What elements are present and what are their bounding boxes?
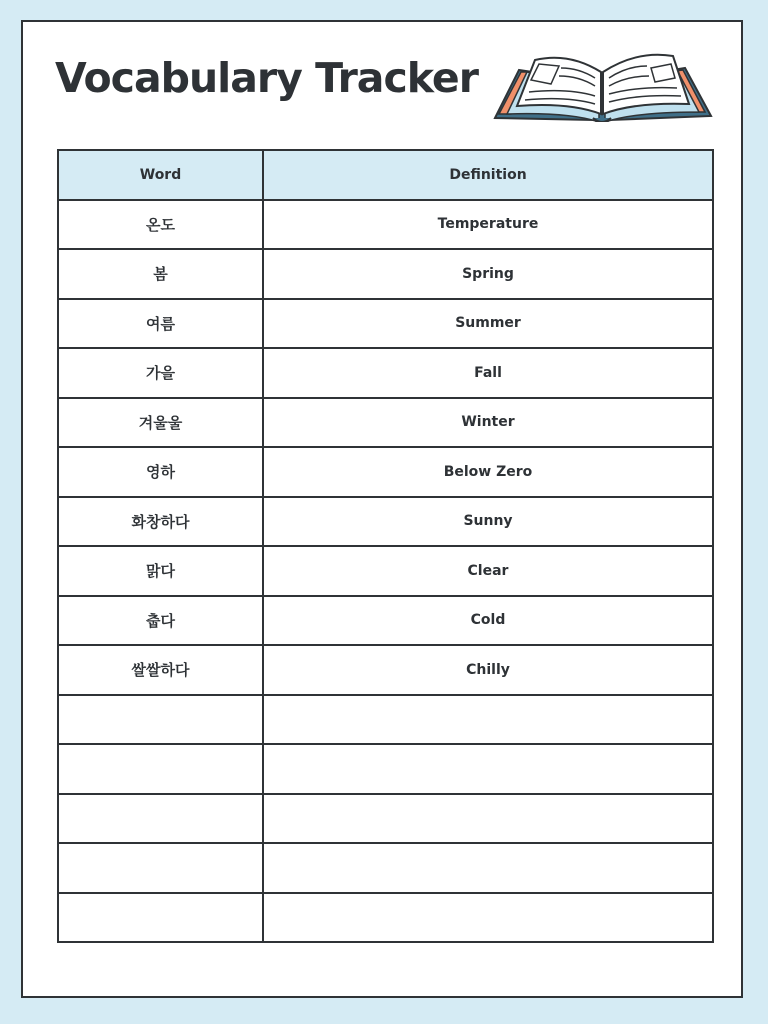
- word-column-header: Word: [58, 150, 263, 200]
- table-row: [58, 744, 713, 794]
- definition-cell: [263, 744, 713, 794]
- table-row: [58, 398, 713, 448]
- word-cell: 가을: [58, 348, 263, 398]
- word-cell: 화창하다: [58, 497, 263, 547]
- word-cell: 춥다: [58, 596, 263, 646]
- table-row: [58, 348, 713, 398]
- definition-cell: Chilly: [263, 645, 713, 695]
- table-row: [58, 794, 713, 844]
- definition-cell: Clear: [263, 546, 713, 596]
- word-cell: 온도: [58, 200, 263, 250]
- table-row: [58, 596, 713, 646]
- word-cell: 봄: [58, 249, 263, 299]
- table-row: [58, 249, 713, 299]
- table-row: [58, 695, 713, 745]
- table-row: [58, 893, 713, 943]
- open-book-icon: [489, 42, 715, 122]
- table-header-row: [58, 150, 713, 200]
- word-cell: [58, 695, 263, 745]
- definition-cell: Cold: [263, 596, 713, 646]
- word-cell: [58, 794, 263, 844]
- table-row: [58, 299, 713, 349]
- definition-cell: Sunny: [263, 497, 713, 547]
- definition-cell: Spring: [263, 249, 713, 299]
- word-cell: 영하: [58, 447, 263, 497]
- table-row: [58, 497, 713, 547]
- page-title: Vocabulary Tracker: [55, 54, 478, 102]
- table-row: [58, 645, 713, 695]
- definition-cell: Temperature: [263, 200, 713, 250]
- table-row: [58, 447, 713, 497]
- table-row: [58, 843, 713, 893]
- definition-cell: Below Zero: [263, 447, 713, 497]
- definition-cell: Winter: [263, 398, 713, 448]
- word-cell: [58, 893, 263, 943]
- word-cell: 겨울울: [58, 398, 263, 448]
- word-cell: 여름: [58, 299, 263, 349]
- definition-cell: [263, 794, 713, 844]
- table-row: [58, 200, 713, 250]
- definition-cell: [263, 695, 713, 745]
- word-cell: 맑다: [58, 546, 263, 596]
- word-cell: [58, 744, 263, 794]
- definition-cell: Summer: [263, 299, 713, 349]
- table-row: [58, 546, 713, 596]
- definition-cell: [263, 843, 713, 893]
- definition-cell: [263, 893, 713, 943]
- worksheet-page: [21, 20, 743, 998]
- word-cell: 쌀쌀하다: [58, 645, 263, 695]
- definition-column-header: Definition: [263, 150, 713, 200]
- definition-cell: Fall: [263, 348, 713, 398]
- vocabulary-table: [57, 149, 714, 943]
- word-cell: [58, 843, 263, 893]
